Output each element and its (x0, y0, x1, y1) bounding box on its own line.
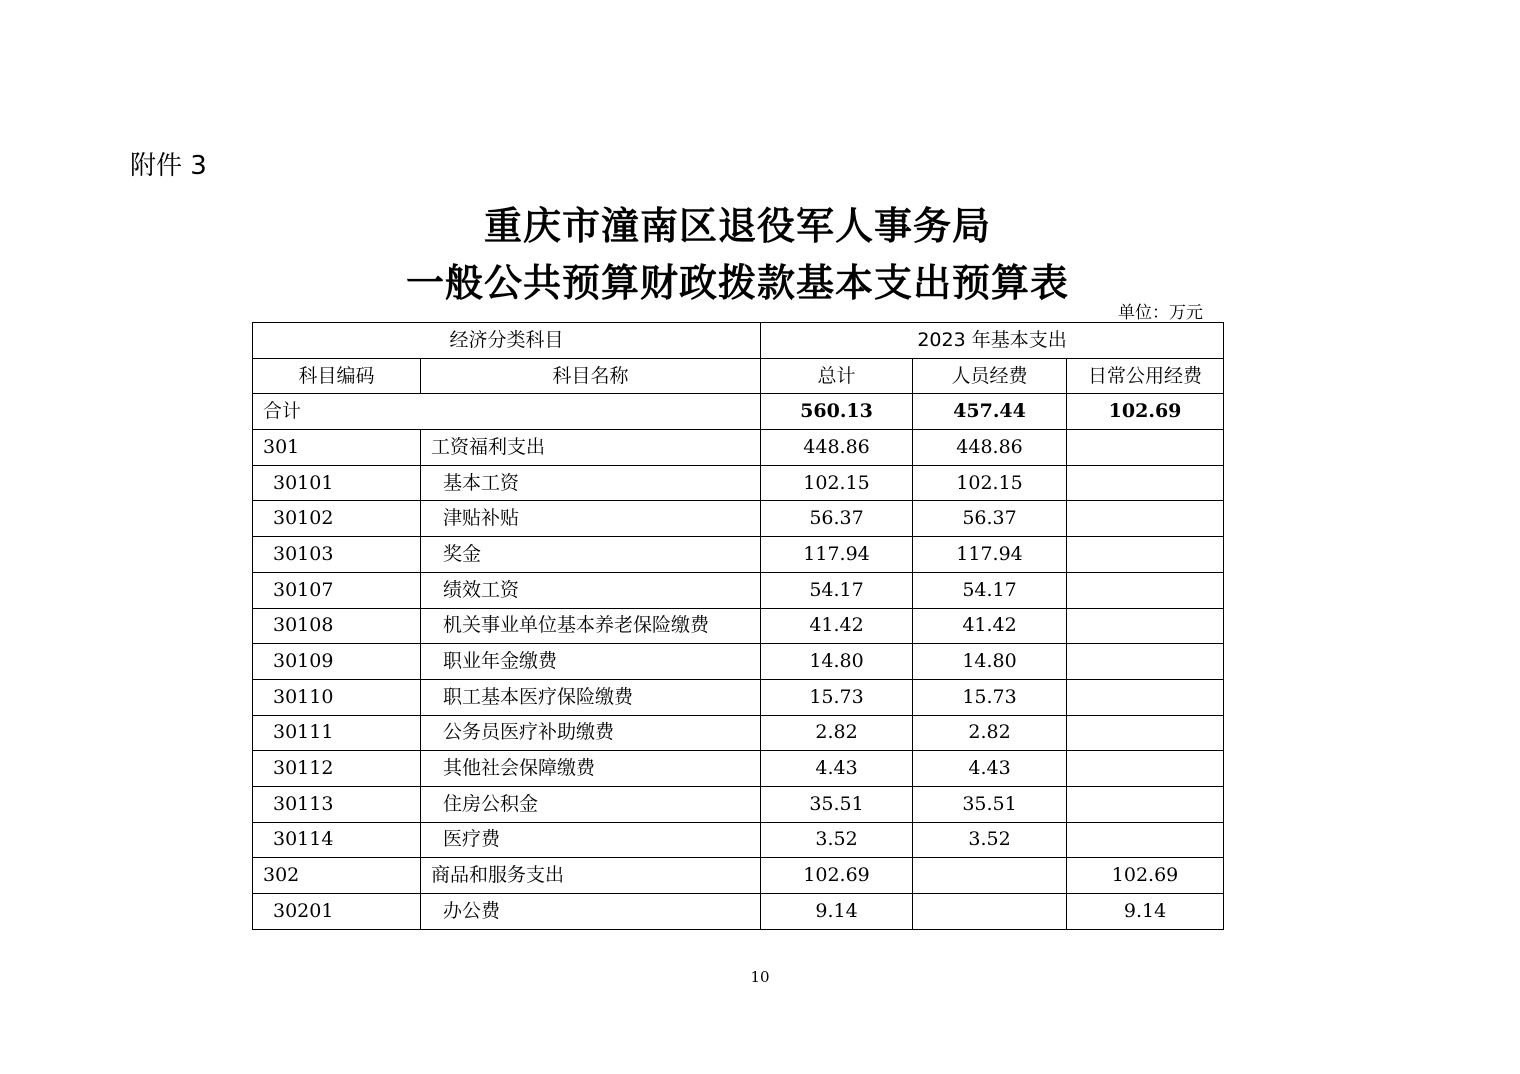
row-public (1067, 501, 1224, 537)
row-total: 448.86 (761, 430, 913, 466)
row-total: 14.80 (761, 644, 913, 680)
row-personnel: 2.82 (913, 715, 1067, 751)
table-row (253, 679, 1224, 715)
row-public (1067, 430, 1224, 466)
row-code: 30109 (253, 644, 421, 680)
row-personnel: 56.37 (913, 501, 1067, 537)
budget-table (252, 322, 1224, 930)
group-header-basic-expenditure: 2023 年基本支出 (761, 323, 1224, 359)
col-header-personnel: 人员经费 (913, 358, 1067, 394)
row-total: 9.14 (761, 894, 913, 930)
table-row (253, 858, 1224, 894)
row-total: 117.94 (761, 537, 913, 573)
row-code: 30201 (253, 894, 421, 930)
total-row (253, 394, 1224, 430)
row-name: 职业年金缴费 (421, 644, 761, 680)
row-personnel: 4.43 (913, 751, 1067, 787)
table-row (253, 822, 1224, 858)
row-public (1067, 715, 1224, 751)
group-header-row (253, 323, 1224, 359)
row-personnel: 448.86 (913, 430, 1067, 466)
row-personnel (913, 858, 1067, 894)
row-public (1067, 537, 1224, 573)
row-name: 机关事业单位基本养老保险缴费 (421, 608, 761, 644)
row-name: 其他社会保障缴费 (421, 751, 761, 787)
row-personnel: 102.15 (913, 465, 1067, 501)
col-header-name: 科目名称 (421, 358, 761, 394)
table-row (253, 465, 1224, 501)
table-row (253, 894, 1224, 930)
row-name: 津贴补贴 (421, 501, 761, 537)
row-public (1067, 679, 1224, 715)
row-personnel: 41.42 (913, 608, 1067, 644)
row-total: 56.37 (761, 501, 913, 537)
row-name: 公务员医疗补助缴费 (421, 715, 761, 751)
row-code: 30114 (253, 822, 421, 858)
row-code: 30112 (253, 751, 421, 787)
row-public (1067, 644, 1224, 680)
row-code: 30108 (253, 608, 421, 644)
row-personnel: 117.94 (913, 537, 1067, 573)
row-personnel: 54.17 (913, 572, 1067, 608)
col-header-code: 科目编码 (253, 358, 421, 394)
table-row (253, 715, 1224, 751)
row-public (1067, 751, 1224, 787)
total-row-total: 560.13 (761, 394, 913, 430)
row-name: 职工基本医疗保险缴费 (421, 679, 761, 715)
row-total: 54.17 (761, 572, 913, 608)
row-personnel: 15.73 (913, 679, 1067, 715)
row-personnel (913, 894, 1067, 930)
row-code: 30113 (253, 786, 421, 822)
row-total: 3.52 (761, 822, 913, 858)
page-number: 10 (750, 968, 770, 986)
row-name: 商品和服务支出 (421, 858, 761, 894)
table-row (253, 572, 1224, 608)
col-header-total: 总计 (761, 358, 913, 394)
unit-label: 单位：万元 (1118, 303, 1203, 323)
row-name: 办公费 (421, 894, 761, 930)
row-code: 30110 (253, 679, 421, 715)
row-total: 4.43 (761, 751, 913, 787)
document-title-line1: 重庆市潼南区退役军人事务局 (483, 204, 991, 248)
table-row (253, 751, 1224, 787)
row-name: 奖金 (421, 537, 761, 573)
table-row (253, 430, 1224, 466)
table-row (253, 501, 1224, 537)
row-public: 9.14 (1067, 894, 1224, 930)
row-personnel: 35.51 (913, 786, 1067, 822)
group-header-economic-classification: 经济分类科目 (253, 323, 761, 359)
table-row (253, 537, 1224, 573)
row-public (1067, 786, 1224, 822)
row-public (1067, 465, 1224, 501)
attachment-label: 附件 3 (130, 151, 207, 181)
row-total: 2.82 (761, 715, 913, 751)
total-row-personnel: 457.44 (913, 394, 1067, 430)
col-header-public: 日常公用经费 (1067, 358, 1224, 394)
row-name: 医疗费 (421, 822, 761, 858)
row-public (1067, 572, 1224, 608)
row-name: 基本工资 (421, 465, 761, 501)
total-row-public: 102.69 (1067, 394, 1224, 430)
row-code: 30103 (253, 537, 421, 573)
row-name: 住房公积金 (421, 786, 761, 822)
table-row (253, 786, 1224, 822)
table-row (253, 608, 1224, 644)
row-public: 102.69 (1067, 858, 1224, 894)
table-row (253, 644, 1224, 680)
row-code: 30102 (253, 501, 421, 537)
row-total: 102.15 (761, 465, 913, 501)
row-total: 41.42 (761, 608, 913, 644)
row-code: 30111 (253, 715, 421, 751)
row-total: 35.51 (761, 786, 913, 822)
row-total: 102.69 (761, 858, 913, 894)
row-code: 30107 (253, 572, 421, 608)
row-name: 工资福利支出 (421, 430, 761, 466)
row-total: 15.73 (761, 679, 913, 715)
row-public (1067, 822, 1224, 858)
row-personnel: 14.80 (913, 644, 1067, 680)
row-code: 301 (253, 430, 421, 466)
row-name: 绩效工资 (421, 572, 761, 608)
column-header-row (253, 358, 1224, 394)
row-personnel: 3.52 (913, 822, 1067, 858)
total-row-label: 合计 (253, 394, 761, 430)
row-code: 30101 (253, 465, 421, 501)
document-title-line2: 一般公共预算财政拨款基本支出预算表 (405, 261, 1069, 305)
row-code: 302 (253, 858, 421, 894)
row-public (1067, 608, 1224, 644)
